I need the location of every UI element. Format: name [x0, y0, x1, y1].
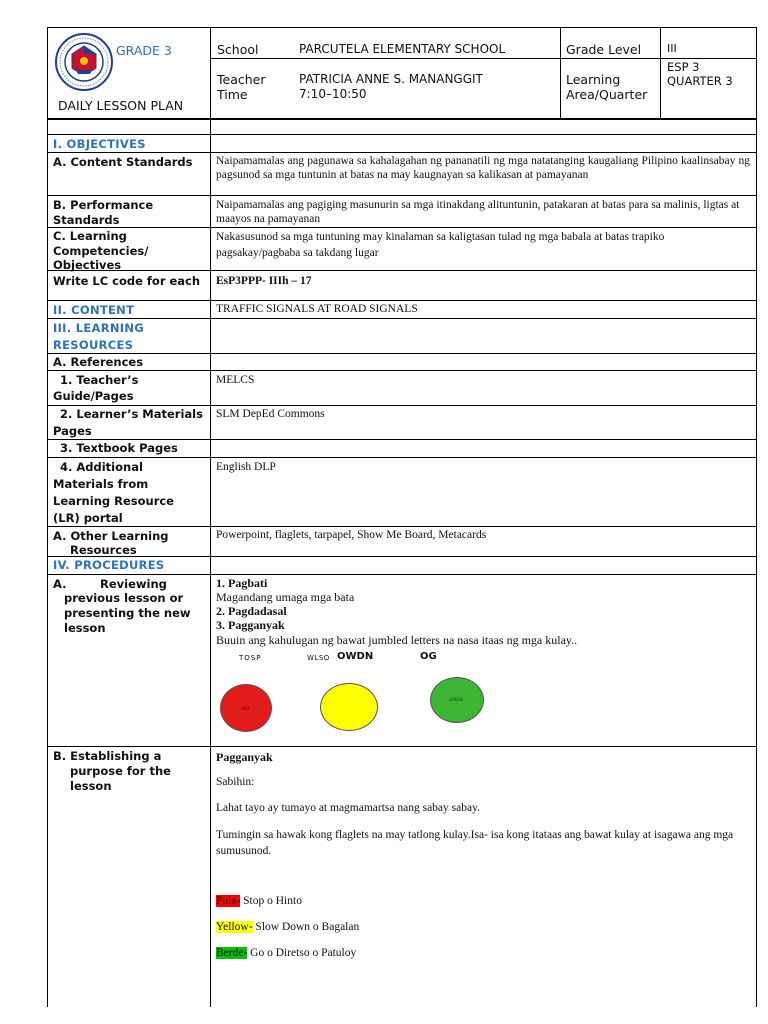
grade-level-value: III	[667, 42, 677, 55]
row-line	[47, 134, 757, 135]
plan-title: DAILY LESSON PLAN	[58, 98, 184, 113]
purpose-label-1: B. Establishing a	[53, 749, 162, 763]
jumbled-word-1: TOSP	[239, 654, 262, 662]
yellow-circle	[320, 683, 378, 731]
content-value: TRAFFIC SIGNALS AT ROAD SIGNALS	[216, 303, 418, 315]
jumbled-word-2b: OWDN	[337, 651, 374, 662]
table-border-right	[756, 27, 757, 1007]
grade-level-label: Grade Level	[566, 42, 642, 57]
reviewing-label-a-word: Reviewing	[100, 577, 167, 591]
school-label: School	[217, 42, 259, 57]
competencies-label-2: Competencies/	[53, 244, 149, 258]
row-line	[47, 556, 757, 557]
row-line	[47, 195, 757, 196]
header-divider-1	[560, 27, 561, 119]
purpose-label-2: purpose for the	[70, 764, 171, 778]
learners-materials-value: SLM DepEd Commons	[216, 408, 325, 420]
learners-materials-label-2: Pages	[53, 424, 92, 438]
red-rule-text: Stop o Hinto	[240, 895, 302, 907]
purpose-line-2: Tumingin sa hawak kong flaglets na may tatlong kulay.Isa- isa kong itataas ang bawat kulay at isagawa ang mga sumusunod.	[216, 829, 734, 857]
jumbled-word-2a: WLSO	[307, 654, 330, 662]
area-quarter-label: Area/Quarter	[566, 87, 648, 102]
reviewing-label-3: presenting the new	[64, 606, 191, 620]
additional-materials-label-2: Materials from	[53, 477, 149, 491]
row-line	[47, 370, 757, 371]
pagbati-heading: 1. Pagbati	[216, 576, 268, 590]
performance-label-2: Standards	[53, 213, 120, 227]
row-line	[47, 318, 757, 319]
time-label: Time	[217, 87, 248, 102]
teachers-guide-label-2: Guide/Pages	[53, 389, 134, 403]
red-highlight: Pula-	[216, 895, 241, 907]
teacher-label: Teacher	[217, 72, 266, 87]
other-resources-label-2: Resources	[70, 543, 137, 557]
content-heading: II. CONTENT	[53, 303, 135, 317]
teacher-value: PATRICIA ANNE S. MANANGGIT	[299, 72, 483, 86]
red-circle-label: RED	[241, 706, 250, 711]
row-line	[47, 152, 757, 153]
lc-code-value: EsP3PPP- IIIh – 17	[216, 275, 312, 287]
row-line	[47, 526, 757, 527]
header-row-divider	[210, 58, 757, 59]
green-circle-label: GREEN	[449, 697, 463, 702]
additional-materials-value: English DLP	[216, 461, 276, 473]
red-circle	[220, 684, 272, 732]
row-line	[47, 118, 757, 120]
content-standards-label: A. Content Standards	[53, 155, 193, 169]
teachers-guide-value: MELCS	[216, 374, 255, 386]
competencies-label-3: Objectives	[53, 258, 122, 272]
grade-badge: GRADE 3	[116, 43, 172, 58]
purpose-label-3: lesson	[70, 779, 112, 793]
performance-label-1: B. Performance	[53, 198, 154, 212]
additional-materials-label-1: 4. Additional	[60, 460, 143, 474]
seal-icon	[54, 32, 114, 92]
row-line	[47, 746, 757, 747]
competencies-text: Nakasusunod sa mga tuntuning may kinalaman sa kaligtasan tulad ng mga babala at batas trapiko pagsakay/pagbaba sa takdang lugar	[216, 231, 665, 259]
reviewing-label-4: lesson	[64, 621, 106, 635]
performance-standards-text: Naipamamalas ang pagiging masunurin sa mga itinakdang alituntunin, patakaran at batas para sa malinis, ligtas at maayos na pamayanan	[216, 199, 740, 225]
pagbati-text: Magandang umaga mga bata	[216, 590, 355, 604]
row-line	[47, 300, 757, 301]
school-value: PARCUTELA ELEMENTARY SCHOOL	[299, 42, 506, 56]
references-label: A. References	[53, 355, 144, 369]
reviewing-label-a: A.	[53, 577, 67, 591]
other-resources-value: Powerpoint, flaglets, tarpapel, Show Me Board, Metacards	[216, 529, 487, 541]
table-border-left	[47, 27, 48, 1007]
row-line	[47, 574, 757, 575]
resources-heading-1: III. LEARNING	[53, 321, 145, 335]
purpose-pagganyak-heading: Pagganyak	[216, 750, 273, 764]
resources-heading-2: RESOURCES	[53, 338, 134, 352]
color-rule-green	[216, 946, 356, 960]
jumbled-word-3: OG	[420, 651, 437, 662]
row-line	[47, 227, 757, 228]
row-line	[47, 457, 757, 458]
green-highlight: Berde-	[216, 947, 248, 959]
time-value: 7:10–10:50	[299, 87, 367, 101]
area-value: ESP 3	[667, 60, 700, 74]
learners-materials-label-1: 2. Learner’s Materials	[60, 407, 203, 421]
color-rule-yellow	[216, 920, 359, 934]
content-standards-text: Naipamamalas ang pagunawa sa kahalagahan ng pananatili ng mga natatanging kaugaliang Pilipino kaalinsabay ng pagsunod sa mga tuntunin at batas na may kaugnayan sa kalikasan at pamayanan	[216, 155, 750, 181]
purpose-line-1: Lahat tayo ay tumayo at magmamartsa nang sabay sabay.	[216, 802, 480, 814]
jumbled-instruction: Buuin ang kahulugan ng bawat jumbled letters na nasa itaas ng mga kulay..	[216, 633, 578, 647]
green-circle	[430, 677, 484, 723]
column-divider	[210, 27, 211, 1007]
purpose-sabihin: Sabihin:	[216, 776, 255, 788]
yellow-rule-text: Slow Down o Bagalan	[252, 921, 360, 933]
color-rule-red	[216, 894, 302, 908]
textbook-pages-label: 3. Textbook Pages	[60, 441, 178, 455]
row-line	[47, 27, 757, 28]
reviewing-label-2: previous lesson or	[64, 591, 184, 605]
yellow-highlight: Yellow-	[216, 921, 253, 933]
procedures-heading: IV. PROCEDURES	[53, 558, 165, 572]
learning-label: Learning	[566, 72, 621, 87]
lc-code-label: Write LC code for each	[53, 274, 201, 288]
competencies-label-1: C. Learning	[53, 229, 127, 243]
pagdadasal-heading: 2. Pagdadasal	[216, 604, 287, 618]
quarter-value: QUARTER 3	[667, 74, 733, 88]
pagganyak-heading: 3. Pagganyak	[216, 618, 285, 632]
deped-seal	[54, 32, 114, 92]
objectives-heading: I. OBJECTIVES	[53, 137, 146, 151]
row-line	[47, 270, 757, 271]
additional-materials-label-4: (LR) portal	[53, 511, 123, 525]
row-line	[47, 353, 757, 354]
green-rule-text: Go o Diretso o Patuloy	[247, 947, 357, 959]
header-divider-2	[660, 27, 661, 119]
additional-materials-label-3: Learning Resource	[53, 494, 174, 508]
teachers-guide-label-1: 1. Teacher’s	[60, 373, 139, 387]
other-resources-label-1: A. Other Learning	[53, 529, 169, 543]
